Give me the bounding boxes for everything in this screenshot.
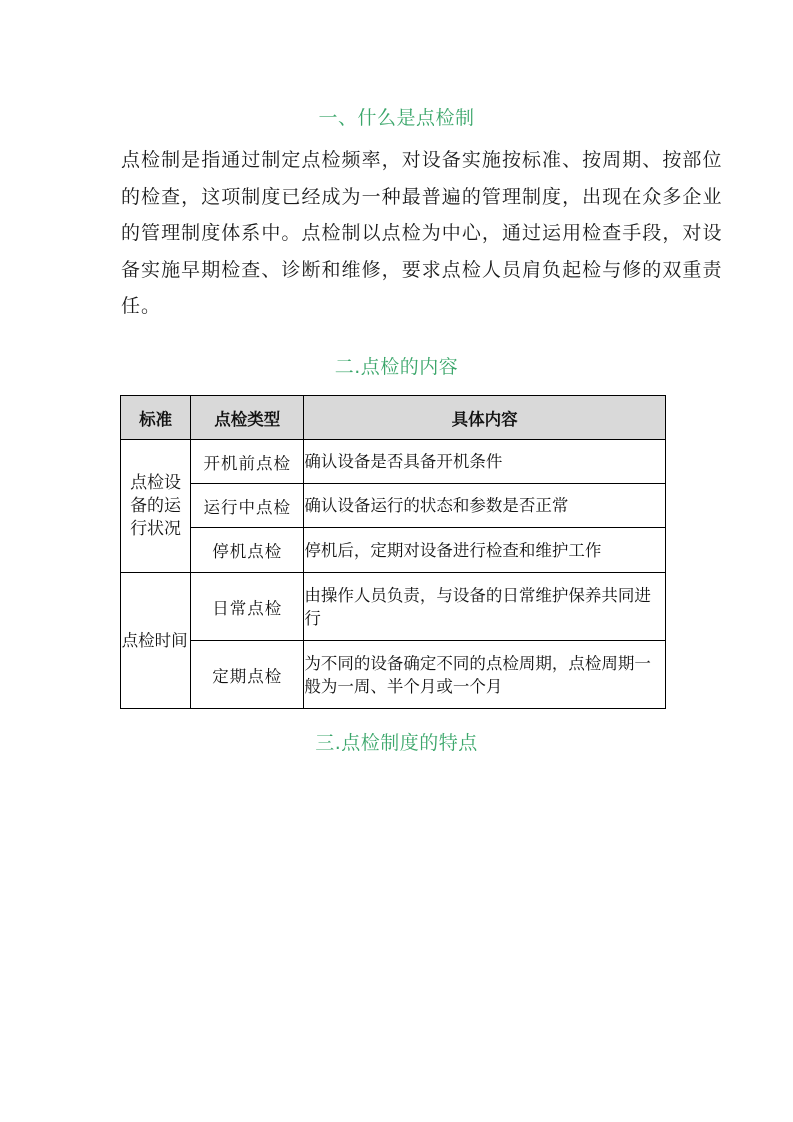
table-row: [121, 573, 666, 641]
inspection-content-table: [120, 395, 666, 709]
standard-label: 点检时间: [121, 631, 188, 650]
header-details: 具体内容: [304, 396, 666, 440]
paragraph-line: 的管理制度体系中。点检制以点检为中心，通过运用检查手段，对设: [121, 222, 723, 244]
header-standard: 标准: [121, 396, 191, 440]
intro-paragraph: [121, 142, 723, 325]
type-cell: 运行中点检: [191, 484, 304, 528]
content-cell: 停机后，定期对设备进行检查和维护工作: [304, 528, 666, 573]
content-cell: 确认设备运行的状态和参数是否正常: [304, 484, 666, 528]
type-cell: 停机点检: [191, 528, 304, 573]
type-cell: 定期点检: [191, 641, 304, 709]
type-cell: 开机前点检: [191, 440, 304, 484]
content-cell: 为不同的设备确定不同的点检周期，点检周期一般为一周、半个月或一个月: [304, 641, 666, 709]
standard-cell: [121, 573, 191, 709]
standard-cell: [121, 440, 191, 573]
table-row: [121, 641, 666, 709]
section-heading-inspection-content: 二.点检的内容: [334, 356, 459, 378]
table-header-row: [121, 396, 666, 440]
paragraph-line: 的检查，这项制度已经成为一种最普遍的管理制度，出现在众多企业: [121, 185, 723, 208]
table-row: [121, 528, 666, 573]
table-row: [121, 440, 666, 484]
table-row: [121, 484, 666, 528]
paragraph-line: 备实施早期检查、诊断和维修，要求点检人员肩负起检与修的双重责: [121, 258, 723, 281]
standard-label: 点检设备的运行状况: [130, 472, 182, 539]
header-inspection-type: 点检类型: [191, 396, 304, 440]
section-heading-system-features: 三.点检制度的特点: [315, 732, 478, 754]
type-cell: 日常点检: [191, 573, 304, 641]
content-cell: 确认设备是否具备开机条件: [304, 440, 666, 484]
paragraph-line: 任。: [121, 295, 162, 317]
paragraph-line: 点检制是指通过制定点检频率，对设备实施按标准、按周期、按部位: [121, 149, 723, 171]
section-heading-what-is-inspection-system: 一、什么是点检制: [318, 107, 475, 129]
content-cell: 由操作人员负责，与设备的日常维护保养共同进行: [304, 573, 666, 641]
